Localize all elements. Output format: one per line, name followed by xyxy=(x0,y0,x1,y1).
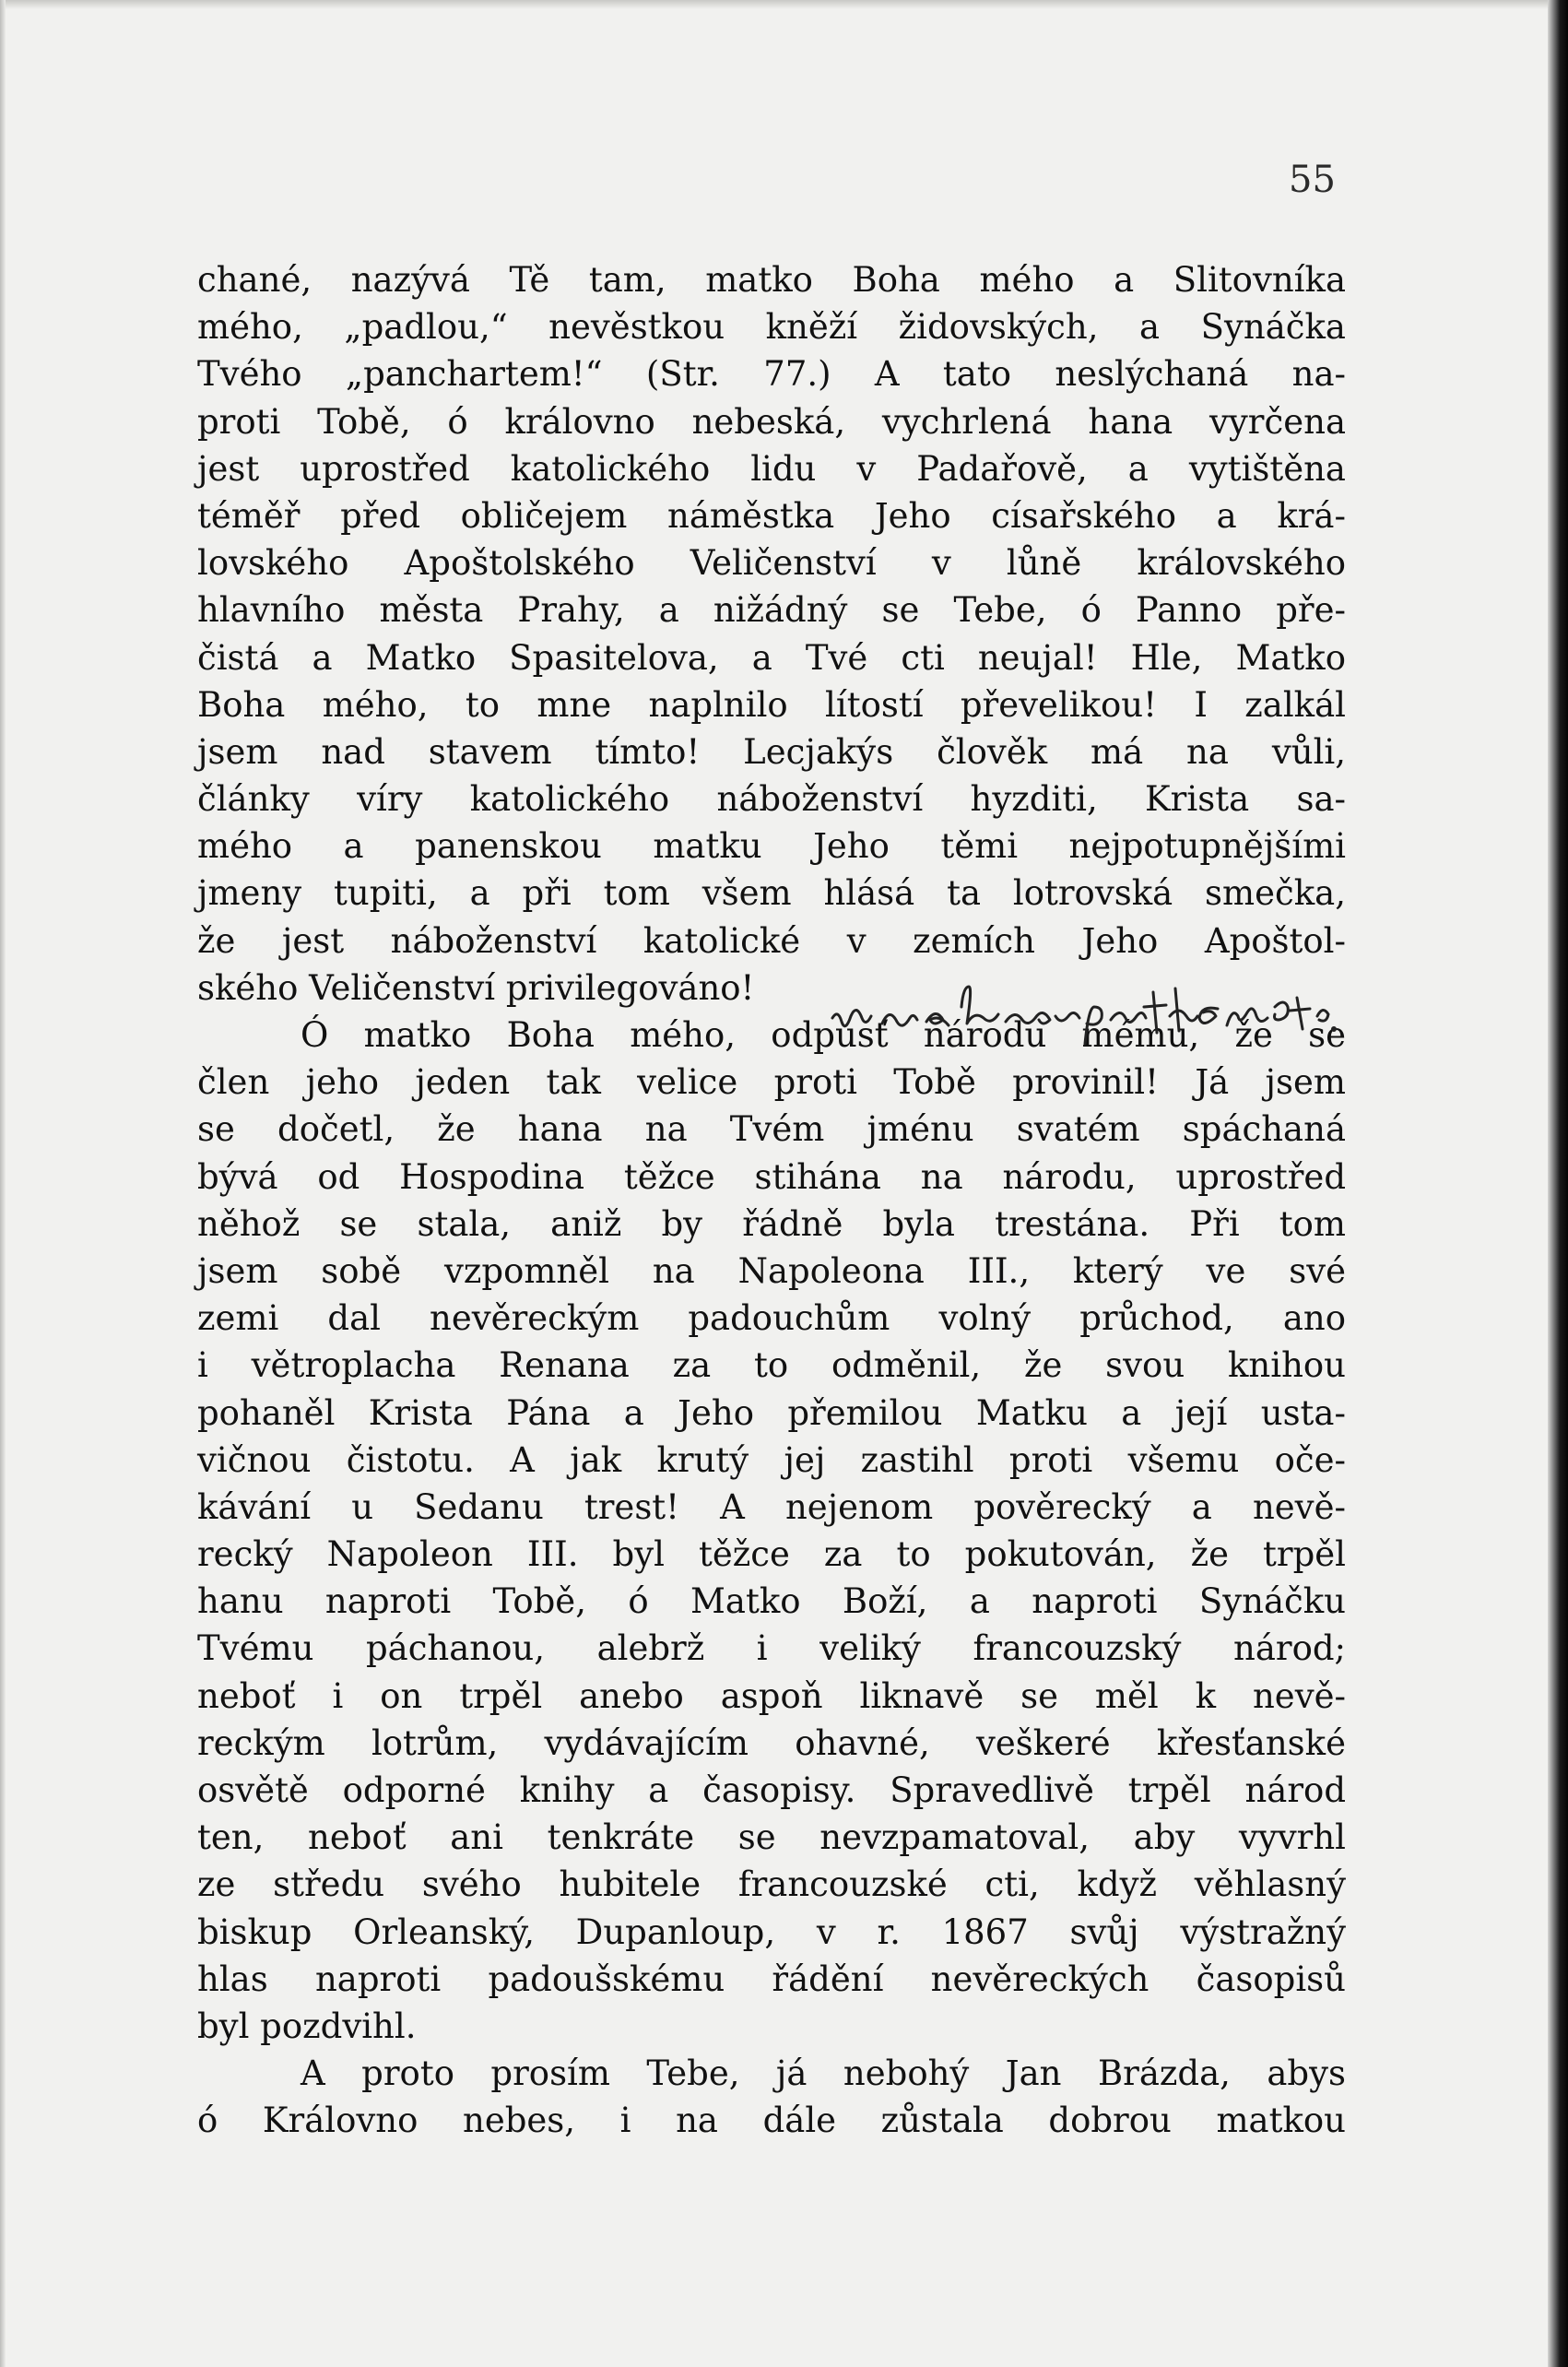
text-line: byl pozdvihl. xyxy=(197,2006,417,2046)
text-line: osvětě odporné knihy a časopisy. Spravedlivě trpěl národ xyxy=(197,1770,1346,1810)
text-line: téměř před obličejem náměstka Jeho císařského a krá- xyxy=(197,495,1346,536)
page-number: 55 xyxy=(1289,159,1336,201)
text-line: A proto prosím Tebe, já nebohý Jan Brázda, abys xyxy=(301,2053,1346,2094)
text-line: čistá a Matko Spasitelova, a Tvé cti neujal! Hle, Matko xyxy=(197,637,1346,678)
text-line: bývá od Hospodina těžce stihána na národu, uprostřed xyxy=(197,1156,1346,1197)
text-line: jest uprostřed katolického lidu v Padařově, a vytištěna xyxy=(197,448,1346,489)
text-line: hanu naproti Tobě, ó Matko Boží, a naproti Synáčku xyxy=(197,1581,1346,1622)
text-line: člen jeho jeden tak velice proti Tobě provinil! Já jsem xyxy=(197,1062,1346,1103)
text-line: neboť i on trpěl anebo aspoň liknavě se měl k nevě- xyxy=(197,1675,1346,1716)
text-line: Tvému páchanou, alebrž i veliký francouzský národ; xyxy=(197,1628,1346,1669)
handwritten-annotation xyxy=(825,979,1341,1053)
text-line: něhož se stala, aniž by řádně byla trestána. Při tom xyxy=(197,1203,1346,1244)
text-line: hlas naproti padoušskému řádění nevěreckých časopisů xyxy=(197,1959,1346,1999)
text-line: mého, „padlou,“ nevěstkou kněží židovských, a Synáčka xyxy=(197,307,1346,348)
text-line: kávání u Sedanu trest! A nejenom pověrecký a nevě- xyxy=(197,1486,1346,1527)
text-line: jsem nad stavem tímto! Lecjakýs člověk má na vůli, xyxy=(197,731,1346,772)
body-text xyxy=(197,256,1346,2145)
text-line: články víry katolického náboženství hyzditi, Krista sa- xyxy=(197,779,1346,820)
text-line: jsem sobě vzpomněl na Napoleona III., který ve své xyxy=(197,1250,1346,1291)
text-line: se dočetl, že hana na Tvém jménu svatém spáchaná xyxy=(197,1109,1346,1150)
text-line: ze středu svého hubitele francouzské cti, když věhlasný xyxy=(197,1864,1346,1905)
text-line: mého a panenskou matku Jeho těmi nejpotupnějšími xyxy=(197,826,1346,867)
text-line: Ó matko Boha mého, odpusť národu mému, že se xyxy=(301,1015,1346,1055)
text-line: proti Tobě, ó královno nebeská, vychrlená hana vyrčena xyxy=(197,401,1346,442)
text-line: jmeny tupiti, a při tom všem hlásá ta lotrovská smečka, xyxy=(197,873,1346,914)
page-right-edge xyxy=(1548,0,1568,2367)
page-left-shadow xyxy=(0,0,6,2367)
text-line: lovského Apoštolského Veličenství v lůně královského xyxy=(197,543,1346,584)
text-line: vičnou čistotu. A jak krutý jej zastihl proti všemu oče- xyxy=(197,1439,1346,1480)
text-line: ského Veličenství privilegováno! xyxy=(197,967,755,1008)
text-line: pohaněl Krista Pána a Jeho přemilou Matku a její usta- xyxy=(197,1392,1346,1433)
text-line: reckým lotrům, vydávajícím ohavné, veškeré křesťanské xyxy=(197,1722,1346,1763)
text-line: ó Královno nebes, i na dále zůstala dobrou matkou xyxy=(197,2101,1346,2141)
text-line: zemi dal nevěreckým padouchům volný průchod, ano xyxy=(197,1298,1346,1339)
text-line: Tvého „panchartem!“ (Str. 77.) A tato neslýchaná na- xyxy=(197,354,1346,395)
text-line: recký Napoleon III. byl těžce za to pokutován, že trpěl xyxy=(197,1534,1346,1575)
page-top-shadow xyxy=(0,0,1568,9)
text-line: že jest náboženství katolické v zemích Jeho Apoštol- xyxy=(197,920,1346,961)
text-line: ten, neboť ani tenkráte se nevzpamatoval, aby vyvrhl xyxy=(197,1817,1346,1858)
text-line: i větroplacha Renana za to odměnil, že svou knihou xyxy=(197,1345,1346,1386)
text-line: Boha mého, to mne naplnilo lítostí převelikou! I zalkál xyxy=(197,684,1346,725)
text-line: chané, nazývá Tě tam, matko Boha mého a Slitovníka xyxy=(197,260,1346,300)
text-line: biskup Orleanský, Dupanloup, v r. 1867 svůj výstražný xyxy=(197,1911,1346,1952)
text-line: hlavního města Prahy, a nižádný se Tebe, ó Panno pře- xyxy=(197,590,1346,631)
